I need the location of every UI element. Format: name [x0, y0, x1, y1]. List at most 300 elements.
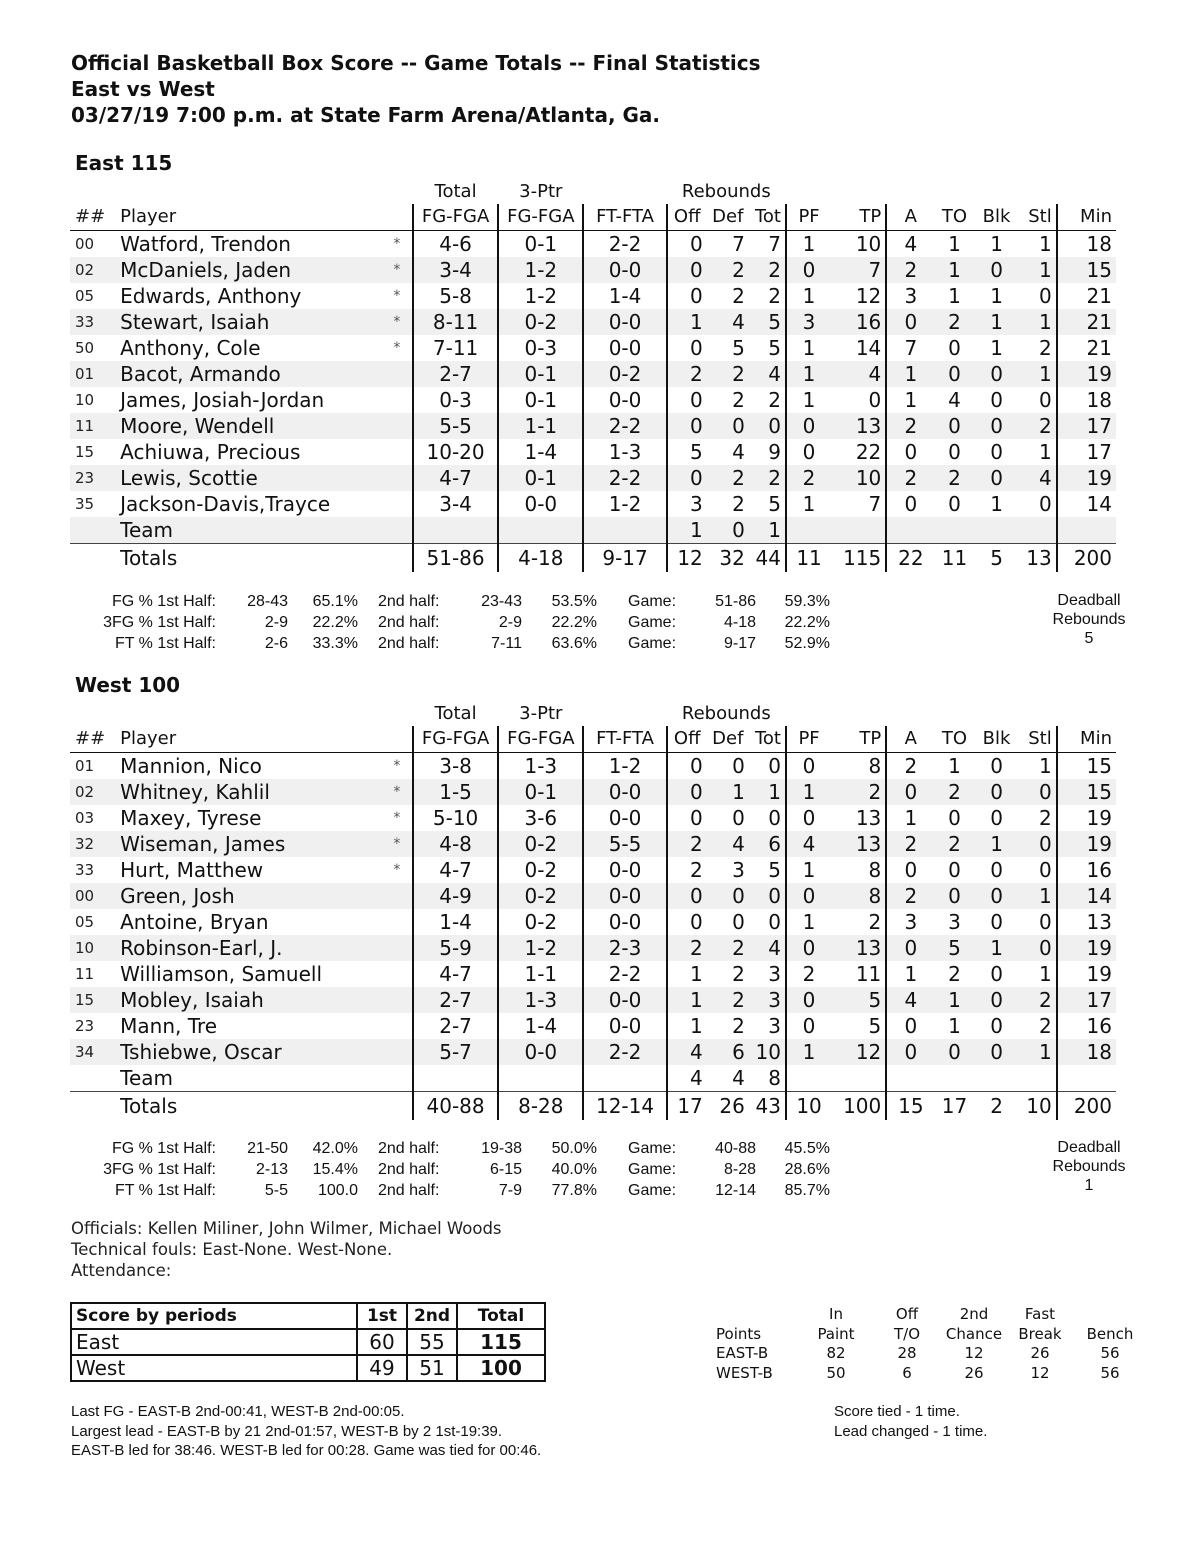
cell-tp: 0 — [831, 387, 886, 413]
cell-to: 2 — [934, 309, 974, 335]
split-g: 12-14 — [715, 1182, 756, 1199]
cell-pf — [786, 517, 831, 544]
cell-def: 0 — [707, 517, 749, 544]
cell-tp: 7 — [831, 257, 886, 283]
shooting-split-row — [70, 591, 1130, 612]
total-cell-a: 22 — [886, 544, 934, 573]
total-cell-off: 17 — [667, 1092, 707, 1121]
split-h2: 7-9 — [498, 1182, 522, 1199]
game-flow-notes — [71, 1402, 541, 1461]
cell-stl: 4 — [1019, 465, 1057, 491]
cell-stl: 0 — [1019, 283, 1057, 309]
col-num: ## — [70, 726, 114, 753]
cell-min: 18 — [1057, 231, 1116, 258]
starter-marker: * — [385, 857, 409, 883]
totals-label: Totals — [114, 544, 385, 573]
starter-marker — [385, 413, 409, 439]
largest-lead: Largest lead - EAST-B by 21 2nd-01:57, WEST-B by 2 1st-19:39. — [71, 1422, 503, 1440]
cell-min: 15 — [1057, 779, 1116, 805]
player-name: Watford, Trendon — [114, 231, 385, 258]
deadball-value: 1 — [1084, 1177, 1094, 1194]
cell-min: 16 — [1057, 1013, 1116, 1039]
player-row — [70, 491, 1116, 517]
total-cell-a: 15 — [886, 1092, 934, 1121]
cell-to: 0 — [934, 1039, 974, 1065]
cell-a: 2 — [886, 753, 934, 780]
total-cell-blk: 5 — [975, 544, 1019, 573]
cell-to: 2 — [934, 961, 974, 987]
cell-pf: 1 — [786, 283, 831, 309]
cell-fg: 5-10 — [413, 805, 498, 831]
cell-stl: 1 — [1019, 257, 1057, 283]
cell-tot: 3 — [749, 987, 786, 1013]
periods-col-1st: 1st — [357, 1303, 407, 1329]
player-name: McDaniels, Jaden — [114, 257, 385, 283]
cell-tot: 9 — [749, 439, 786, 465]
cell-ft: 5-5 — [583, 831, 666, 857]
points-row-west — [716, 1364, 1150, 1384]
cell-off: 0 — [667, 805, 707, 831]
cell-min: 16 — [1057, 857, 1116, 883]
cell-3p: 0-2 — [498, 883, 583, 909]
cell-def: 4 — [707, 1065, 749, 1092]
cell-blk: 0 — [975, 413, 1019, 439]
starter-marker — [385, 1065, 409, 1092]
split-gp: 59.3% — [784, 593, 830, 610]
cell-def: 0 — [707, 753, 749, 780]
player-row — [70, 231, 1116, 258]
player-name: Bacot, Armando — [114, 361, 385, 387]
split-h1p: 22.2% — [312, 614, 358, 631]
period-team: West — [71, 1355, 357, 1381]
cell-tot: 0 — [749, 909, 786, 935]
lead-changed: Lead changed - 1 time. — [834, 1422, 988, 1440]
player-name: James, Josiah-Jordan — [114, 387, 385, 413]
cell-off: 0 — [667, 257, 707, 283]
cell-tot: 10 — [749, 1039, 786, 1065]
player-number: 33 — [70, 857, 114, 883]
cell-tp: 2 — [831, 909, 886, 935]
shooting-split-row — [70, 1180, 1130, 1201]
points-row-east — [716, 1344, 1150, 1364]
cell-def: 3 — [707, 857, 749, 883]
split-gp: 52.9% — [784, 635, 830, 652]
east-team-title: East 115 — [75, 151, 173, 175]
points-header — [716, 1325, 1150, 1345]
split-h2: 6-15 — [489, 1161, 522, 1178]
cell-fg: 2-7 — [413, 361, 498, 387]
led-for: EAST-B led for 38:46. WEST-B led for 00:28. Game was tied for 00:46. — [71, 1442, 542, 1459]
col-tp: TP — [831, 726, 886, 753]
starter-marker: * — [385, 335, 409, 361]
cell-to: 1 — [934, 987, 974, 1013]
points-breakdown — [716, 1305, 1150, 1383]
cell-blk: 0 — [975, 1013, 1019, 1039]
cell-tp: 8 — [831, 883, 886, 909]
cell-a: 0 — [886, 309, 934, 335]
cell-off: 0 — [667, 335, 707, 361]
cell-to: 2 — [934, 831, 974, 857]
cell-min: 19 — [1057, 361, 1116, 387]
cell-3p: 0-2 — [498, 857, 583, 883]
col-a: A — [886, 204, 934, 231]
column-header — [70, 204, 1116, 231]
cell-def: 2 — [707, 387, 749, 413]
split-h2l: 2nd half: — [378, 593, 440, 610]
player-number — [70, 544, 114, 573]
cell-a: 2 — [886, 257, 934, 283]
cell-pf: 0 — [786, 883, 831, 909]
cell-blk: 0 — [975, 1039, 1019, 1065]
cell-3p: 1-2 — [498, 935, 583, 961]
split-g: 8-28 — [723, 1161, 756, 1178]
player-row — [70, 413, 1116, 439]
total-cell-tot: 43 — [749, 1092, 786, 1121]
cell-blk: 0 — [975, 883, 1019, 909]
cell-to: 1 — [934, 753, 974, 780]
cell-tot: 6 — [749, 831, 786, 857]
split-h2: 7-11 — [491, 635, 522, 652]
cell-tot: 7 — [749, 231, 786, 258]
split-gp: 85.7% — [784, 1182, 830, 1199]
cell-3p — [498, 1065, 583, 1092]
last-fg: Last FG - EAST-B 2nd-00:41, WEST-B 2nd-00:05. — [71, 1403, 405, 1420]
cell-blk: 0 — [975, 857, 1019, 883]
cell-tp: 12 — [831, 283, 886, 309]
player-name: Mannion, Nico — [114, 753, 385, 780]
cell-tp: 2 — [831, 779, 886, 805]
cell-stl: 2 — [1019, 1013, 1057, 1039]
cell-pf: 1 — [786, 231, 831, 258]
player-name: Maxey, Tyrese — [114, 805, 385, 831]
points-fast: 26 — [1030, 1344, 1050, 1362]
cell-tot: 2 — [749, 465, 786, 491]
cell-min — [1057, 1065, 1116, 1092]
cell-a: 2 — [886, 465, 934, 491]
cell-to: 2 — [934, 465, 974, 491]
group-three: 3-Ptr — [519, 181, 563, 202]
split-h1: 2-6 — [264, 635, 288, 652]
shooting-split-row — [70, 1159, 1130, 1180]
cell-min: 19 — [1057, 961, 1116, 987]
split-h2l: 2nd half: — [378, 614, 440, 631]
starter-marker — [385, 517, 409, 544]
cell-blk: 0 — [975, 805, 1019, 831]
cell-pf: 0 — [786, 987, 831, 1013]
cell-min: 21 — [1057, 335, 1116, 361]
cell-blk: 0 — [975, 779, 1019, 805]
total-cell-fg: 40-88 — [413, 1092, 498, 1121]
cell-ft: 1-3 — [583, 439, 666, 465]
cell-tp: 13 — [831, 831, 886, 857]
split-h1p: 15.4% — [312, 1161, 358, 1178]
cell-min: 14 — [1057, 491, 1116, 517]
cell-pf: 0 — [786, 413, 831, 439]
split-gp: 22.2% — [784, 614, 830, 631]
report-title: Official Basketball Box Score -- Game Totals -- Final Statistics — [71, 51, 761, 75]
total-cell-3p: 4-18 — [498, 544, 583, 573]
split-label: FT % 1st Half: — [114, 1182, 216, 1199]
cell-to: 1 — [934, 1013, 974, 1039]
cell-tp: 10 — [831, 465, 886, 491]
points-bench: 56 — [1100, 1363, 1120, 1382]
cell-def: 2 — [707, 257, 749, 283]
split-h2p: 22.2% — [551, 614, 597, 631]
col-blk: Blk — [975, 204, 1019, 231]
points-off: 6 — [902, 1363, 912, 1382]
total-cell-tp: 100 — [831, 1092, 886, 1121]
col-ft: FT-FTA — [583, 726, 666, 753]
period-1st: 49 — [357, 1355, 407, 1381]
period-1st: 60 — [357, 1329, 407, 1355]
cell-ft — [583, 517, 666, 544]
player-name: Tshiebwe, Oscar — [114, 1039, 385, 1065]
cell-def: 5 — [707, 335, 749, 361]
cell-ft: 1-2 — [583, 753, 666, 780]
cell-off: 0 — [667, 283, 707, 309]
report-header — [71, 50, 761, 128]
points-col-second: Chance — [945, 1324, 1003, 1343]
points-off: 28 — [897, 1344, 917, 1362]
cell-def: 2 — [707, 961, 749, 987]
col-player: Player — [114, 726, 385, 753]
cell-off: 3 — [667, 491, 707, 517]
cell-fg: 2-7 — [413, 987, 498, 1013]
cell-blk: 1 — [975, 309, 1019, 335]
col-a: A — [886, 726, 934, 753]
cell-3p: 1-4 — [498, 1013, 583, 1039]
cell-off: 1 — [667, 309, 707, 335]
cell-def: 0 — [707, 883, 749, 909]
cell-def: 4 — [707, 831, 749, 857]
period-team: East — [71, 1329, 357, 1355]
cell-blk: 1 — [975, 491, 1019, 517]
points-bench: 56 — [1100, 1344, 1120, 1362]
split-h1: 21-50 — [247, 1140, 288, 1157]
cell-def: 2 — [707, 935, 749, 961]
period-2nd: 51 — [407, 1355, 457, 1381]
cell-fg: 4-7 — [413, 961, 498, 987]
col-tp: TP — [831, 204, 886, 231]
cell-pf: 1 — [786, 857, 831, 883]
cell-3p: 0-2 — [498, 831, 583, 857]
column-header — [70, 726, 1116, 753]
cell-blk: 0 — [975, 439, 1019, 465]
points-team: EAST-B — [716, 1344, 769, 1362]
east-deadball-rebounds — [1029, 591, 1149, 648]
rebounds-label: Rebounds — [1052, 1158, 1126, 1175]
cell-pf: 1 — [786, 361, 831, 387]
player-number: 15 — [70, 439, 114, 465]
cell-ft: 0-0 — [583, 387, 666, 413]
cell-ft: 2-3 — [583, 935, 666, 961]
cell-stl: 0 — [1019, 909, 1057, 935]
cell-off: 0 — [667, 231, 707, 258]
cell-3p: 0-1 — [498, 387, 583, 413]
split-h2l: 2nd half: — [378, 1182, 440, 1199]
cell-ft: 2-2 — [583, 413, 666, 439]
player-number: 32 — [70, 831, 114, 857]
player-number: 11 — [70, 961, 114, 987]
player-number: 05 — [70, 909, 114, 935]
col-off: Off — [667, 204, 707, 231]
cell-pf — [786, 1065, 831, 1092]
cell-ft: 2-2 — [583, 465, 666, 491]
points-col-paint: Paint — [817, 1324, 855, 1343]
cell-min: 17 — [1057, 987, 1116, 1013]
cell-def: 2 — [707, 987, 749, 1013]
cell-to: 0 — [934, 361, 974, 387]
cell-3p: 0-2 — [498, 309, 583, 335]
cell-min: 17 — [1057, 439, 1116, 465]
split-h2p: 53.5% — [551, 593, 597, 610]
cell-off: 0 — [667, 753, 707, 780]
split-h1: 2-13 — [255, 1161, 288, 1178]
shooting-split-row — [70, 612, 1130, 633]
cell-stl: 1 — [1019, 231, 1057, 258]
cell-ft: 1-4 — [583, 283, 666, 309]
split-h1p: 65.1% — [312, 593, 358, 610]
total-cell-3p: 8-28 — [498, 1092, 583, 1121]
cell-3p: 0-3 — [498, 335, 583, 361]
starter-marker: * — [385, 231, 409, 258]
cell-a: 1 — [886, 805, 934, 831]
cell-a: 0 — [886, 857, 934, 883]
split-gl: Game: — [628, 1182, 677, 1199]
cell-3p: 1-2 — [498, 283, 583, 309]
cell-blk: 1 — [975, 935, 1019, 961]
cell-stl: 0 — [1019, 857, 1057, 883]
col-tot: Tot — [749, 726, 786, 753]
cell-off: 1 — [667, 1013, 707, 1039]
cell-stl: 0 — [1019, 831, 1057, 857]
cell-a: 2 — [886, 413, 934, 439]
player-row — [70, 257, 1116, 283]
cell-fg: 3-4 — [413, 491, 498, 517]
player-name: Edwards, Anthony — [114, 283, 385, 309]
cell-off: 0 — [667, 779, 707, 805]
col-pf: PF — [786, 204, 831, 231]
periods-label: Score by periods — [71, 1303, 357, 1329]
split-label: FT % 1st Half: — [114, 635, 216, 652]
cell-tot: 8 — [749, 1065, 786, 1092]
cell-a — [886, 1065, 934, 1092]
player-name: Green, Josh — [114, 883, 385, 909]
cell-blk: 0 — [975, 361, 1019, 387]
player-number: 05 — [70, 283, 114, 309]
points-col-off-top: Off — [895, 1305, 919, 1323]
player-number: 10 — [70, 387, 114, 413]
total-cell-tot: 44 — [749, 544, 786, 573]
cell-a: 0 — [886, 1013, 934, 1039]
cell-tot: 3 — [749, 961, 786, 987]
points-second: 26 — [964, 1363, 984, 1382]
cell-tot: 5 — [749, 335, 786, 361]
deadball-label: Deadball — [1057, 592, 1121, 609]
points-col-second-top: 2nd — [959, 1305, 989, 1323]
player-name: Mobley, Isaiah — [114, 987, 385, 1013]
cell-pf: 2 — [786, 465, 831, 491]
cell-fg: 4-8 — [413, 831, 498, 857]
cell-def: 0 — [707, 909, 749, 935]
cell-off: 0 — [667, 465, 707, 491]
player-number — [70, 1065, 114, 1092]
cell-fg — [413, 517, 498, 544]
player-name: Lewis, Scottie — [114, 465, 385, 491]
deadball-label: Deadball — [1057, 1139, 1121, 1156]
cell-ft: 0-0 — [583, 779, 666, 805]
cell-ft: 0-0 — [583, 987, 666, 1013]
col-off: Off — [667, 726, 707, 753]
attendance: Attendance: — [71, 1261, 172, 1280]
player-name: Whitney, Kahlil — [114, 779, 385, 805]
cell-blk: 0 — [975, 387, 1019, 413]
split-h2: 19-38 — [481, 1140, 522, 1157]
cell-tp: 13 — [831, 805, 886, 831]
player-number: 00 — [70, 883, 114, 909]
split-gl: Game: — [628, 1140, 677, 1157]
totals-row — [70, 1092, 1116, 1121]
points-col-fast: Break — [1018, 1324, 1062, 1343]
game-notes — [71, 1218, 502, 1281]
starter-marker — [385, 961, 409, 987]
split-g: 4-18 — [723, 614, 756, 631]
cell-stl: 0 — [1019, 387, 1057, 413]
player-number: 02 — [70, 779, 114, 805]
cell-tp: 10 — [831, 231, 886, 258]
player-name: Mann, Tre — [114, 1013, 385, 1039]
west-deadball-rebounds — [1029, 1138, 1149, 1195]
cell-a: 1 — [886, 387, 934, 413]
cell-a: 7 — [886, 335, 934, 361]
cell-fg: 10-20 — [413, 439, 498, 465]
cell-a: 1 — [886, 961, 934, 987]
starter-marker — [385, 465, 409, 491]
cell-off: 5 — [667, 439, 707, 465]
game-date-venue: 03/27/19 7:00 p.m. at State Farm Arena/Atlanta, Ga. — [71, 103, 661, 127]
total-cell-blk: 2 — [975, 1092, 1019, 1121]
cell-to — [934, 1065, 974, 1092]
cell-pf: 1 — [786, 387, 831, 413]
split-gp: 45.5% — [784, 1140, 830, 1157]
cell-tot: 0 — [749, 413, 786, 439]
cell-fg: 4-7 — [413, 465, 498, 491]
cell-fg: 0-3 — [413, 387, 498, 413]
total-cell-to: 17 — [934, 1092, 974, 1121]
player-row — [70, 465, 1116, 491]
cell-3p: 0-0 — [498, 1039, 583, 1065]
west-shooting-splits — [70, 1138, 1130, 1201]
total-cell-min: 200 — [1057, 1092, 1116, 1121]
player-row — [70, 335, 1116, 361]
starter-marker: * — [385, 779, 409, 805]
cell-fg: 1-5 — [413, 779, 498, 805]
player-name: Wiseman, James — [114, 831, 385, 857]
starter-marker: * — [385, 283, 409, 309]
split-h2l: 2nd half: — [378, 635, 440, 652]
cell-pf: 0 — [786, 1013, 831, 1039]
split-h1p: 33.3% — [312, 635, 358, 652]
starter-marker: * — [385, 257, 409, 283]
cell-def: 0 — [707, 413, 749, 439]
cell-3p: 1-1 — [498, 413, 583, 439]
cell-def: 4 — [707, 439, 749, 465]
cell-blk: 0 — [975, 465, 1019, 491]
col-player: Player — [114, 204, 385, 231]
player-row — [70, 753, 1116, 780]
cell-pf: 1 — [786, 779, 831, 805]
cell-tp — [831, 1065, 886, 1092]
